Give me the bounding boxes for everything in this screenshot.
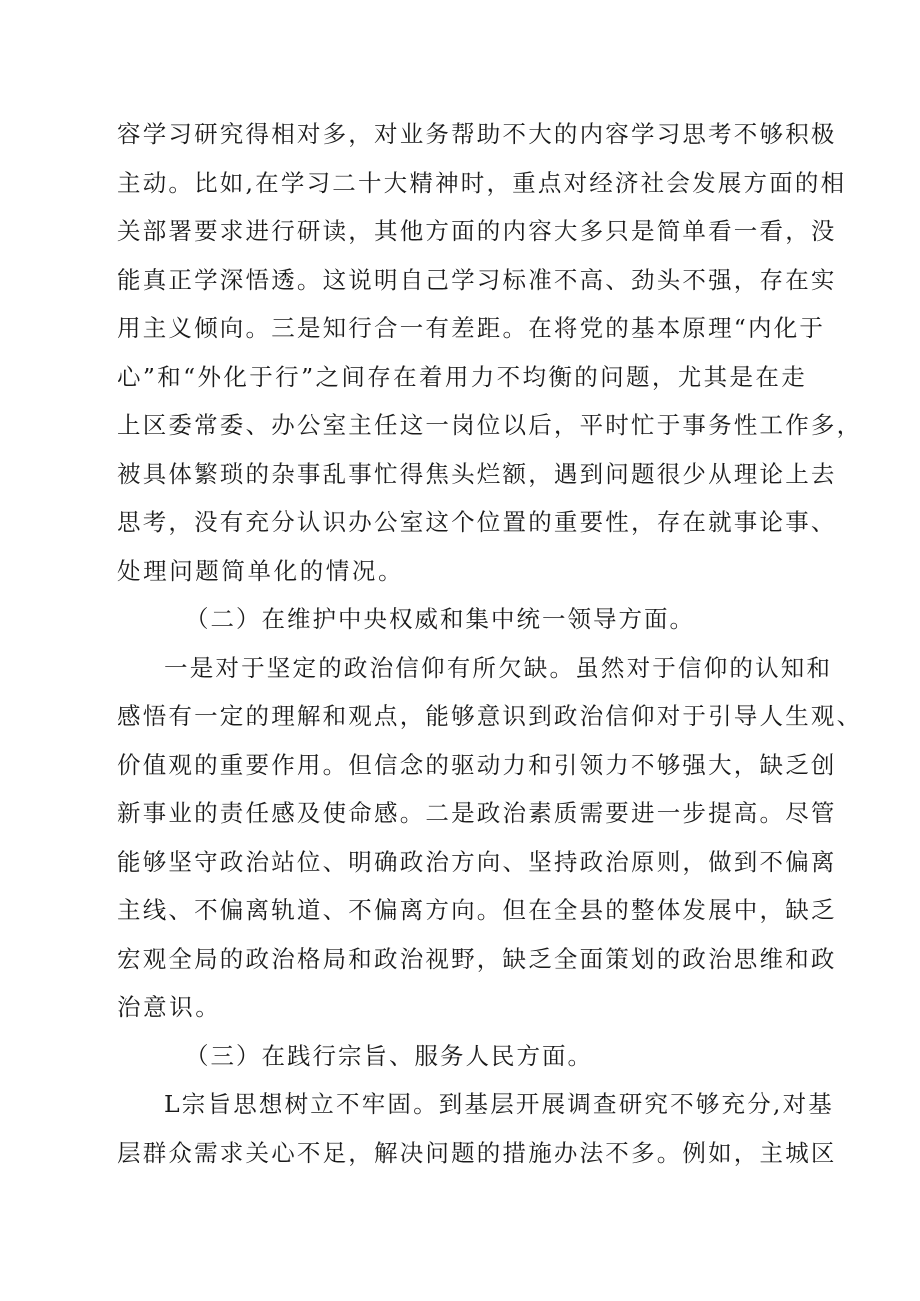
- paragraph-line: 治意识。: [117, 993, 222, 1021]
- paragraph-line: 层群众需求关心不足，解决问题的措施办法不多。例如，主城区: [117, 1139, 837, 1167]
- paragraph-line: 新事业的责任感及使命感。二是政治素质需要进一步提高。尽管: [117, 799, 837, 827]
- paragraph-line: 处理问题简单化的情况。: [117, 557, 405, 585]
- paragraph-line: 主动。比如,在学习二十大精神时，重点对经济社会发展方面的相: [117, 169, 847, 197]
- section-heading: （三）在践行宗旨、服务人民方面。: [185, 1042, 593, 1070]
- section-heading: （二）在维护中央权威和集中统一领导方面。: [185, 605, 695, 633]
- paragraph-line: 思考，没有充分认识办公室这个位置的重要性，存在就事论事、: [117, 508, 837, 536]
- paragraph-line: 能够坚守政治站位、明确政治方向、坚持政治原则，做到不偏离: [117, 848, 837, 876]
- paragraph-line: 一是对于坚定的政治信仰有所欠缺。虽然对于信仰的认知和: [164, 654, 833, 682]
- paragraph-line: 主线、不偏离轨道、不偏离方向。但在全县的整体发展中，缺乏: [117, 896, 837, 924]
- paragraph-line: 心”和“外化于行”之间存在着用力不均衡的问题，尤其是在走: [117, 363, 807, 391]
- paragraph-line: 感悟有一定的理解和观点，能够意识到政治信仰对于引导人生观、: [117, 702, 863, 730]
- paragraph-line: 价值观的重要作用。但信念的驱动力和引领力不够强大，缺乏创: [117, 751, 837, 779]
- paragraph-line: 用主义倾向。三是知行合一有差距。在将党的基本原理“内化于: [117, 314, 826, 342]
- paragraph-line: 关部署要求进行研读，其他方面的内容大多只是简单看一看，没: [117, 217, 837, 245]
- paragraph-line: 被具体繁琐的杂事乱事忙得焦头烂额，遇到问题很少从理论上去: [117, 460, 837, 488]
- paragraph-line: 上区委常委、办公室主任这一岗位以后，平时忙于事务性工作多，: [117, 411, 863, 439]
- paragraph-line: 宏观全局的政治格局和政治视野，缺乏全面策划的政治思维和政: [117, 945, 837, 973]
- paragraph-line: 能真正学深悟透。这说明自己学习标准不高、劲头不强，存在实: [117, 266, 837, 294]
- paragraph-line: L宗旨思想树立不牢固。到基层开展调查研究不够充分,对基: [164, 1090, 834, 1118]
- paragraph-line: 容学习研究得相对多，对业务帮助不大的内容学习思考不够积极: [117, 120, 837, 148]
